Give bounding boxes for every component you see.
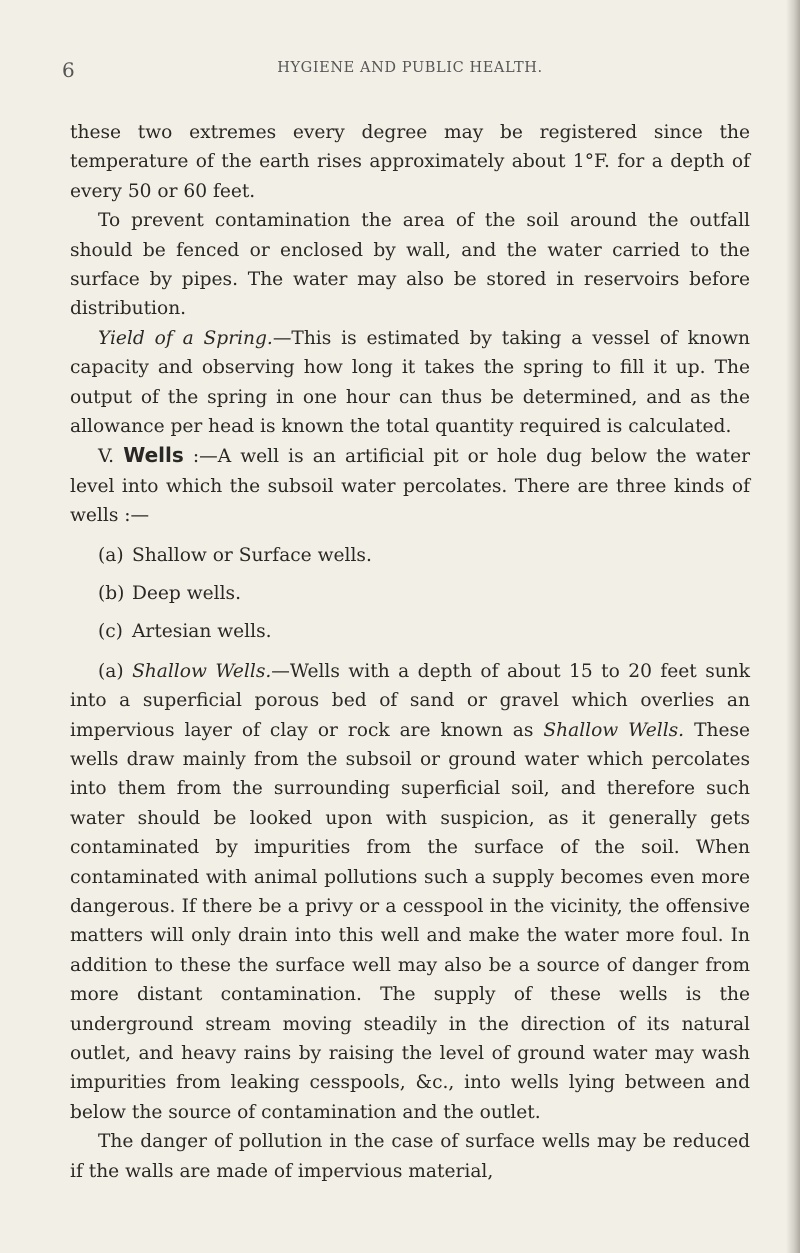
list-item — [70, 613, 750, 651]
list-marker: (c) — [98, 620, 123, 642]
book-page — [62, 58, 751, 1186]
list-marker: (a) — [98, 544, 124, 566]
shallow-term: Shallow Wells. — [543, 719, 685, 741]
shallow-marker: (a) — [98, 660, 124, 682]
running-title: HYGIENE AND PUBLIC HEALTH. — [277, 60, 543, 76]
paragraph-contamination: To prevent contamination the area of the soil around the outfall should be fenced or enclosed by wall, and the water carried to the surface by pipes. The water may also be stored in reservoirs before distribution. — [70, 210, 750, 320]
shallow-text-1: —Wells with a depth of about 15 to 20 feet sunk into a superficial porous bed of sand or gravel which overlies an impervious layer of clay or rock are known as — [70, 660, 750, 741]
paragraph-wells — [70, 441, 750, 530]
shallow-text-2: These wells draw mainly from the subsoil or ground water which percolates into them from the surrounding superficial soil, and therefore such water should be looked upon with suspicion, as it generally gets contaminated by impurities from the surface of the soil. When contaminated with animal pollutions such a supply becomes even more dangerous. If there be a privy or a cesspool in the vicinity, the offensive matters will only drain into this well and make the water more foul. In addition to these the surface well may also be a source of danger from more distant contamination. The supply of these wells is the underground stream moving steadily in the direction of its natural outlet, and heavy rains by raising the level of ground water may wash impurities from leaking cesspools, &c., into wells lying between and below the source of contamination and the outlet. — [70, 719, 750, 1123]
wells-kinds-list — [70, 537, 750, 651]
list-text: Artesian wells. — [132, 620, 272, 642]
section-numeral: V. — [98, 446, 115, 468]
paragraph-yield-of-spring — [70, 324, 750, 442]
list-item — [70, 537, 750, 575]
paragraph-shallow-wells — [70, 657, 750, 1128]
paragraph-continuation: these two extremes every degree may be registered since the temperature of the earth rises approximately about 1°F. for a depth of every 50 or 60 feet. — [70, 122, 750, 202]
list-item — [70, 575, 750, 613]
page-number: 6 — [62, 58, 75, 82]
yield-heading: Yield of a Spring. — [98, 327, 273, 349]
wells-text: :—A well is an artificial pit or hole dug below the water level into which the subsoil water percolates. There are three kinds of wells :— — [70, 446, 751, 527]
page-edge-shadow — [786, 0, 800, 1253]
list-text: Deep wells. — [132, 582, 241, 604]
wells-heading: Wells — [123, 443, 184, 468]
yield-text: —This is estimated by taking a vessel of known capacity and observing how long it takes the spring to fill it up. The output of the spring in one hour can thus be determined, and as the allowance per head is known the total quantity required is calculated. — [70, 327, 750, 438]
list-marker: (b) — [98, 582, 125, 604]
list-text: Shallow or Surface wells. — [132, 544, 372, 566]
shallow-heading: Shallow Wells. — [132, 660, 272, 682]
paragraph-danger-of-pollution: The danger of pollution in the case of surface wells may be reduced if the walls are made of impervious material, — [70, 1131, 750, 1182]
running-head — [62, 58, 750, 84]
